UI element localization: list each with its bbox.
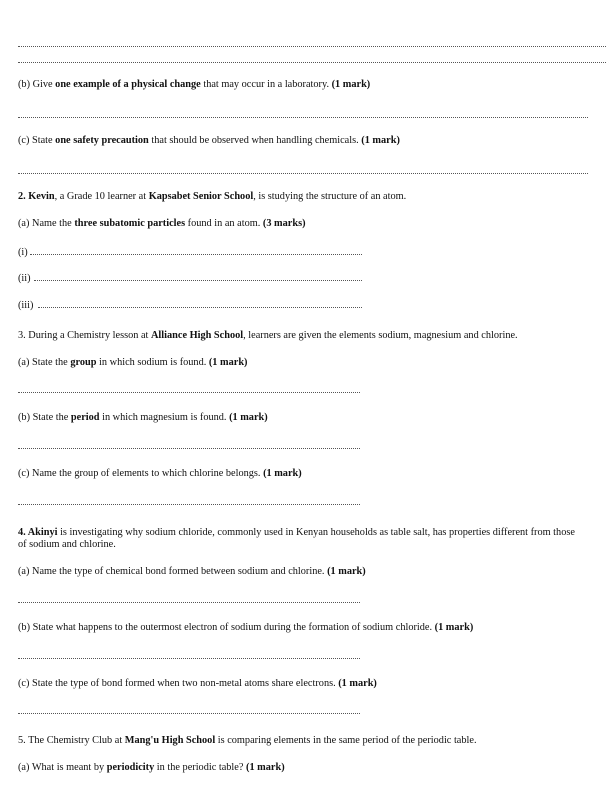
answer-line[interactable] (18, 111, 588, 118)
question-4c: (c) State the type of bond formed when two non-metal atoms share electrons. (1 mark) (18, 678, 377, 689)
question-3: 3. During a Chemistry lesson at Alliance High School, learners are given the elements sodium, magnesium and chlorine. (18, 330, 518, 341)
question-1c: (c) State one safety precaution that should be observed when handling chemicals. (1 mark) (18, 135, 400, 146)
answer-line[interactable] (18, 56, 606, 63)
question-4: 4. Akinyi is investigating why sodium chloride, commonly used in Kenyan households as table salt, has properties different from those of sodium and chlorine. (18, 527, 575, 551)
answer-line[interactable] (18, 707, 360, 714)
answer-line[interactable] (18, 40, 606, 47)
question-1b: (b) Give one example of a physical change that may occur in a laboratory. (1 mark) (18, 79, 371, 90)
question-2: 2. Kevin, a Grade 10 learner at Kapsabet Senior School, is studying the structure of an atom. (18, 191, 407, 202)
answer-line[interactable] (18, 596, 360, 603)
answer-line[interactable] (18, 442, 360, 449)
answer-line[interactable] (18, 386, 360, 393)
question-2a: (a) Name the three subatomic particles found in an atom. (3 marks) (18, 218, 306, 229)
answer-line[interactable] (34, 274, 362, 281)
answer-line[interactable] (18, 652, 360, 659)
answer-line[interactable] (18, 498, 360, 505)
question-3b: (b) State the period in which magnesium is found. (1 mark) (18, 412, 268, 423)
answer-line[interactable] (18, 167, 588, 174)
answer-item-iii: (iii) (18, 300, 34, 311)
answer-item-ii: (ii) (18, 273, 31, 284)
question-3c: (c) Name the group of elements to which chlorine belongs. (1 mark) (18, 468, 302, 479)
question-4a: (a) Name the type of chemical bond formed between sodium and chlorine. (1 mark) (18, 566, 366, 577)
question-3a: (a) State the group in which sodium is found. (1 mark) (18, 357, 248, 368)
answer-line[interactable] (30, 248, 362, 255)
question-4b: (b) State what happens to the outermost electron of sodium during the formation of sodium chloride. (1 mark) (18, 622, 474, 633)
answer-line[interactable] (38, 301, 362, 308)
question-5: 5. The Chemistry Club at Mang'u High School is comparing elements in the same period of the periodic table. (18, 735, 477, 746)
question-5a: (a) What is meant by periodicity in the periodic table? (1 mark) (18, 762, 285, 773)
answer-item-i: (i) (18, 247, 28, 258)
